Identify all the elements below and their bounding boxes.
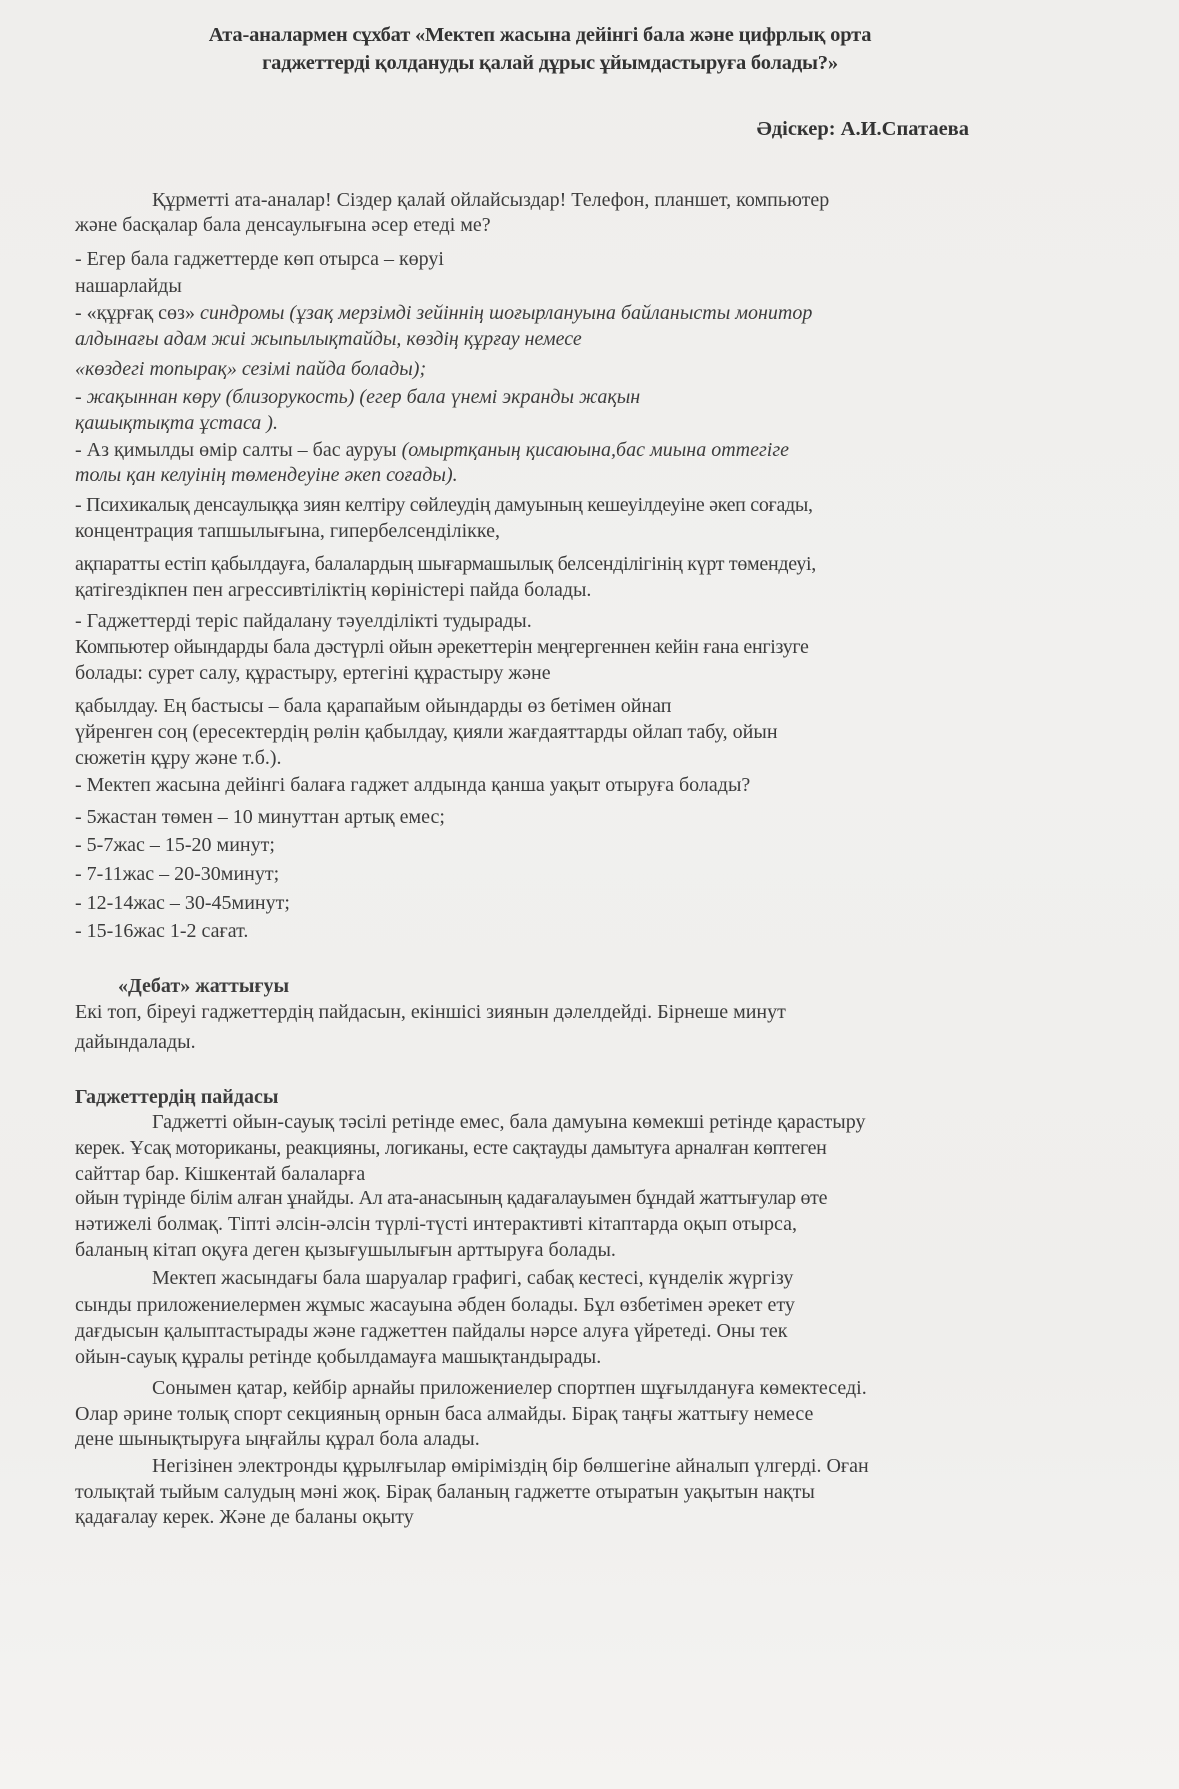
benefits-paragraph-line: толықтай тыйым салудың мәні жоқ. Бірақ баланың гаджетте отыратын уақытын нақты	[75, 1481, 815, 1503]
debate-text: Екі топ, біреуі гаджеттердің пайдасын, екіншісі зиянын дәлелдейді. Бірнеше минут	[75, 1001, 786, 1023]
benefits-paragraph-line: керек. Ұсақ моториканы, реакцияны, логиканы, есте сақтауды дамытуға арналған көптеген	[75, 1137, 827, 1159]
effect-myopia-cont: қашықтықта ұстаса ).	[75, 412, 278, 434]
benefits-paragraph-line: дене шынықтыруға ыңғайлы құрал бола алады.	[75, 1428, 480, 1450]
games-text: үйренген соң (ересектердің рөлін қабылдау, қияли жағдаяттарды ойлап табу, ойын	[75, 721, 778, 743]
games-text: сюжетін құру және т.б.).	[75, 747, 282, 769]
effect-mental-cont: концентрация тапшылығына, гипербелсенділікке,	[75, 520, 500, 542]
dry-eye-term: - «құрғақ сөз»	[75, 302, 200, 324]
effect-mental-cont: ақпаратты естіп қабылдауға, балалардың шығармашылық белсенділігінің күрт төмендеуі,	[75, 553, 817, 575]
effect-headache	[75, 438, 789, 462]
headache-term: - Аз қимылды өмір салты – бас ауруы	[75, 439, 402, 461]
author-credit: Әдіскер: А.И.Спатаева	[756, 118, 969, 140]
benefits-paragraph-line: ойын түрінде білім алған ұнайды. Ал ата-анасының қадағалауымен бұндай жаттығулар өте	[75, 1187, 828, 1209]
benefits-paragraph-line: сынды приложениелермен жұмыс жасауына әбден болады. Бұл өзбетімен әрекет ету	[75, 1294, 795, 1316]
benefits-paragraph-line: ойын-сауық құралы ретінде қобылдамауға машықтандырады.	[75, 1346, 602, 1368]
effect-addiction: - Гаджеттерді теріс пайдалану тәуелділікті тудырады.	[75, 610, 532, 632]
benefits-paragraph-line: Олар әрине толық спорт секцияның орнын баса алмайды. Бірақ таңғы жаттығу немесе	[75, 1403, 814, 1425]
effect-vision: - Егер бала гаджеттерде көп отырса – көруі	[75, 248, 444, 270]
time-limit-item: - 5-7жас – 15-20 минут;	[75, 834, 275, 856]
time-limit-item: - 7-11жас – 20-30минут;	[75, 863, 280, 885]
benefits-paragraph-line: Сонымен қатар, кейбір арнайы приложениелер спортпен шұғылдануға көмектеседі.	[152, 1377, 867, 1399]
benefits-paragraph-line: дағдысын қалыптастырады және гаджеттен пайдалы нәрсе алуға үйретеді. Оны тек	[75, 1320, 788, 1342]
effect-dry-eye	[75, 301, 812, 325]
dry-eye-description: синдромы (ұзақ мерзімді зейіннің шоғырлануына байланысты монитор	[199, 302, 813, 324]
effect-dry-eye-cont: «көздегі топырақ» сезімі пайда болады);	[75, 358, 427, 380]
benefits-paragraph-line: Гаджетті ойын-сауық тәсілі ретінде емес, бала дамуына көмекші ретінде қарастыру	[152, 1111, 866, 1133]
effect-myopia: - жақыннан көру (близорукость) (егер бала үнемі экранды жақын	[75, 386, 641, 408]
debate-text: дайындалады.	[75, 1031, 196, 1053]
screen-time-question: - Мектеп жасына дейінгі балаға гаджет алдында қанша уақыт отыруға болады?	[75, 774, 751, 796]
games-text: қабылдау. Ең бастысы – бала қарапайым ойындарды өз бетімен ойнап	[75, 695, 672, 717]
benefits-paragraph-line: қадағалау керек. Және де баланы оқыту	[75, 1506, 414, 1528]
time-limit-item: - 12-14жас – 30-45минут;	[75, 892, 290, 914]
effect-vision-cont: нашарлайды	[75, 275, 182, 297]
benefits-paragraph-line: сайттар бар. Кішкентай балаларға	[75, 1163, 366, 1185]
benefits-paragraph-line: Негізінен электронды құрылғылар өміріміздің бір бөлшегіне айналып үлгерді. Оған	[152, 1455, 869, 1477]
effect-mental-cont: қатігездікпен пен агрессивтіліктің көріністері пайда болады.	[75, 579, 592, 601]
debate-heading: «Дебат» жаттығуы	[118, 975, 290, 997]
headache-description: (омыртқаның қисаюына,бас миына оттегіге	[401, 439, 790, 461]
benefits-paragraph-line: нәтижелі болмақ. Тіпті әлсін-әлсін түрлі-түсті интерактивті кітаптарда оқып отырса,	[75, 1213, 798, 1235]
time-limit-item: - 5жастан төмен – 10 минуттан артық емес;	[75, 806, 445, 828]
effect-headache-cont: толы қан келуінің төмендеуіне әкеп соғады).	[75, 464, 458, 486]
benefits-paragraph-line: баланың кітап оқуға деген қызығушылығын арттыруға болады.	[75, 1239, 616, 1261]
benefits-paragraph-line: Мектеп жасындағы бала шаруалар графигі, сабақ кестесі, күнделік жүргізу	[152, 1267, 794, 1289]
games-text: болады: сурет салу, құрастыру, ертегіні құрастыру және	[75, 662, 551, 684]
benefits-heading: Гаджеттердің пайдасы	[75, 1086, 279, 1108]
document-title-line-2: гаджеттерді қолдануды қалай дұрыс ұйымдастыруға болады?»	[262, 52, 838, 74]
effect-dry-eye-cont: алдынағы адам жиі жыпылықтайды, көздің құрғау немесе	[75, 328, 582, 350]
effect-mental: - Психикалық денсаулыққа зиян келтіру сөйлеудің дамуының кешеуілдеуіне әкеп соғады,	[75, 494, 813, 516]
time-limit-item: - 15-16жас 1-2 сағат.	[75, 920, 249, 942]
games-text: Компьютер ойындарды бала дәстүрлі ойын әрекеттерін меңгергеннен кейін ғана енгізуге	[75, 636, 809, 658]
intro-line: және басқалар бала денсаулығына әсер етеді ме?	[75, 214, 491, 236]
intro-line: Құрметті ата-аналар! Сіздер қалай ойлайсыздар! Телефон, планшет, компьютер	[152, 189, 830, 211]
document-title-line-1: Ата-аналармен сұхбат «Мектеп жасына дейінгі бала және цифрлық орта	[208, 24, 872, 46]
